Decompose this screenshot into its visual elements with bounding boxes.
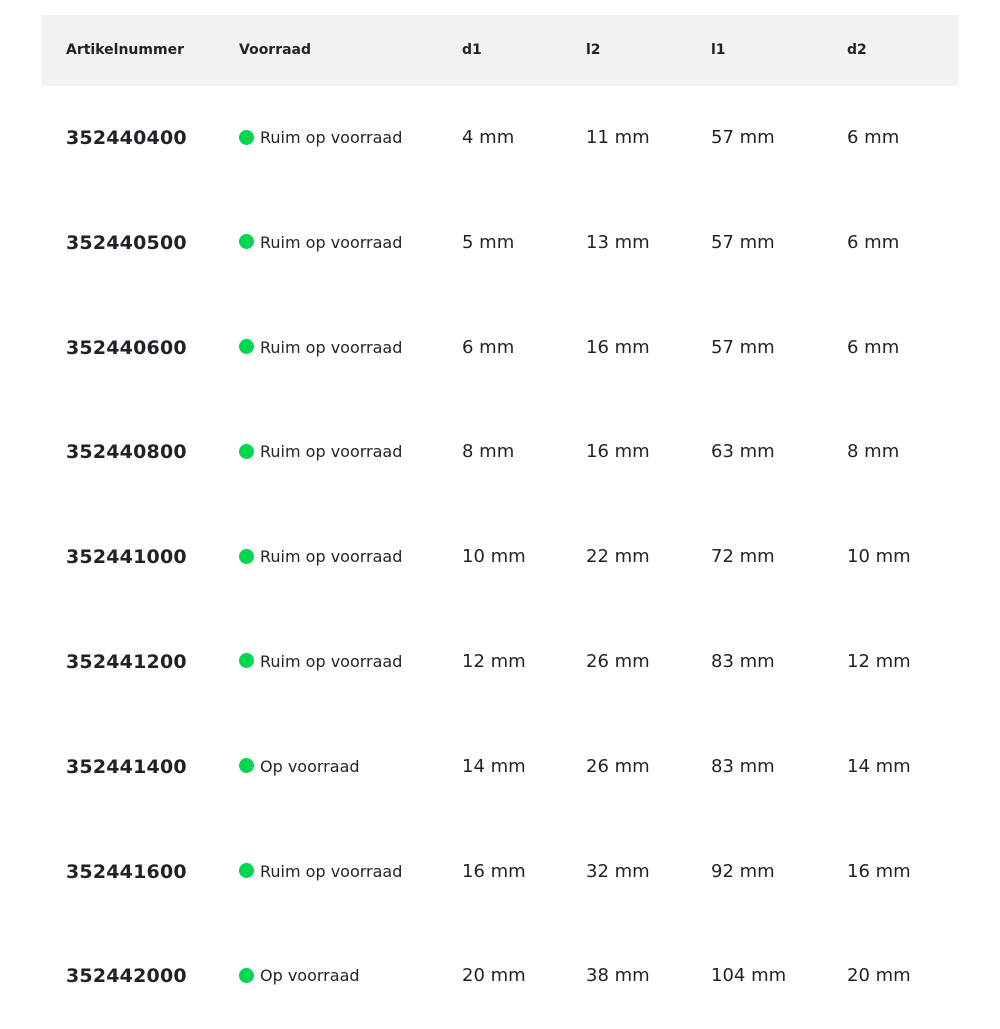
- stock-status-label: Op voorraad: [260, 756, 360, 776]
- d2-cell: 12 mm: [847, 650, 911, 672]
- l1-cell: 83 mm: [711, 755, 775, 777]
- l2-cell: 38 mm: [586, 965, 650, 987]
- l1-cell: 83 mm: [711, 650, 775, 672]
- stock-status-label: Op voorraad: [260, 966, 360, 986]
- d1-cell: 12 mm: [462, 650, 526, 672]
- d2-cell: 14 mm: [847, 755, 911, 777]
- table-row[interactable]: [41, 505, 959, 610]
- d2-cell: 20 mm: [847, 965, 911, 987]
- stock-indicator-icon: [239, 549, 254, 564]
- column-header-l2[interactable]: l2: [586, 42, 601, 58]
- d2-cell: 6 mm: [847, 127, 900, 148]
- stock-indicator-icon: [239, 444, 254, 459]
- stock-status-label: Ruim op voorraad: [260, 442, 403, 462]
- product-variants-table: [41, 15, 959, 1029]
- artikelnummer-cell[interactable]: 352441000: [66, 546, 187, 569]
- l1-cell: 72 mm: [711, 546, 775, 568]
- column-header-d1[interactable]: d1: [462, 42, 482, 58]
- stock-status: [239, 334, 402, 362]
- d2-cell: 10 mm: [847, 546, 911, 568]
- column-header-d2[interactable]: d2: [847, 42, 867, 58]
- artikelnummer-cell[interactable]: 352440400: [66, 127, 187, 149]
- l1-cell: 57 mm: [711, 127, 775, 148]
- table-header: [41, 15, 959, 86]
- table-body: [41, 86, 959, 1029]
- table-row[interactable]: [41, 715, 959, 820]
- d1-cell: 20 mm: [462, 965, 526, 987]
- d2-cell: 6 mm: [847, 231, 900, 253]
- d1-cell: 8 mm: [462, 441, 515, 463]
- stock-status-label: Ruim op voorraad: [260, 861, 403, 881]
- stock-indicator-icon: [239, 653, 254, 668]
- d1-cell: 5 mm: [462, 231, 515, 253]
- artikelnummer-cell[interactable]: 352441200: [66, 650, 187, 673]
- l1-cell: 104 mm: [711, 965, 787, 987]
- stock-indicator-icon: [239, 758, 254, 773]
- table-row[interactable]: [41, 296, 959, 401]
- l2-cell: 16 mm: [586, 336, 650, 358]
- table-row[interactable]: [41, 610, 959, 715]
- l1-cell: 57 mm: [711, 231, 775, 253]
- artikelnummer-cell[interactable]: 352440600: [66, 336, 187, 359]
- stock-status-label: Ruim op voorraad: [260, 337, 403, 357]
- l1-cell: 92 mm: [711, 860, 775, 882]
- stock-status: [239, 648, 402, 676]
- column-header-voorraad[interactable]: Voorraad: [239, 42, 312, 58]
- stock-indicator-icon: [239, 234, 254, 249]
- stock-status: [239, 124, 402, 152]
- d1-cell: 4 mm: [462, 127, 515, 148]
- d2-cell: 6 mm: [847, 336, 900, 358]
- artikelnummer-cell[interactable]: 352441400: [66, 755, 187, 778]
- table-row[interactable]: [41, 400, 959, 505]
- column-header-artikelnummer[interactable]: Artikelnummer: [66, 42, 184, 58]
- artikelnummer-cell[interactable]: 352441600: [66, 860, 187, 883]
- l2-cell: 26 mm: [586, 755, 650, 777]
- artikelnummer-cell[interactable]: 352440800: [66, 441, 187, 464]
- l1-cell: 63 mm: [711, 441, 775, 463]
- stock-status-label: Ruim op voorraad: [260, 232, 403, 252]
- stock-status: [239, 229, 402, 257]
- d1-cell: 10 mm: [462, 546, 526, 568]
- stock-indicator-icon: [239, 863, 254, 878]
- l2-cell: 16 mm: [586, 441, 650, 463]
- l2-cell: 22 mm: [586, 546, 650, 568]
- d1-cell: 6 mm: [462, 336, 515, 358]
- stock-indicator-icon: [239, 339, 254, 354]
- d2-cell: 16 mm: [847, 860, 911, 882]
- artikelnummer-cell[interactable]: 352440500: [66, 231, 187, 254]
- stock-status-label: Ruim op voorraad: [260, 128, 403, 147]
- stock-status-label: Ruim op voorraad: [260, 651, 403, 671]
- stock-indicator-icon: [239, 130, 254, 145]
- stock-status: [239, 543, 402, 571]
- table-row[interactable]: [41, 924, 959, 1029]
- l2-cell: 26 mm: [586, 650, 650, 672]
- l2-cell: 13 mm: [586, 231, 650, 253]
- l2-cell: 11 mm: [586, 127, 650, 148]
- stock-status: [239, 858, 402, 886]
- column-header-l1[interactable]: l1: [711, 42, 726, 58]
- artikelnummer-cell[interactable]: 352442000: [66, 965, 187, 988]
- l2-cell: 32 mm: [586, 860, 650, 882]
- d1-cell: 14 mm: [462, 755, 526, 777]
- l1-cell: 57 mm: [711, 336, 775, 358]
- table-row[interactable]: [41, 820, 959, 925]
- stock-indicator-icon: [239, 968, 254, 983]
- stock-status-label: Ruim op voorraad: [260, 547, 403, 567]
- table-row[interactable]: [41, 191, 959, 296]
- d1-cell: 16 mm: [462, 860, 526, 882]
- stock-status: [239, 753, 360, 781]
- table-row[interactable]: [41, 86, 959, 191]
- stock-status: [239, 438, 402, 466]
- d2-cell: 8 mm: [847, 441, 900, 463]
- stock-status: [239, 962, 360, 990]
